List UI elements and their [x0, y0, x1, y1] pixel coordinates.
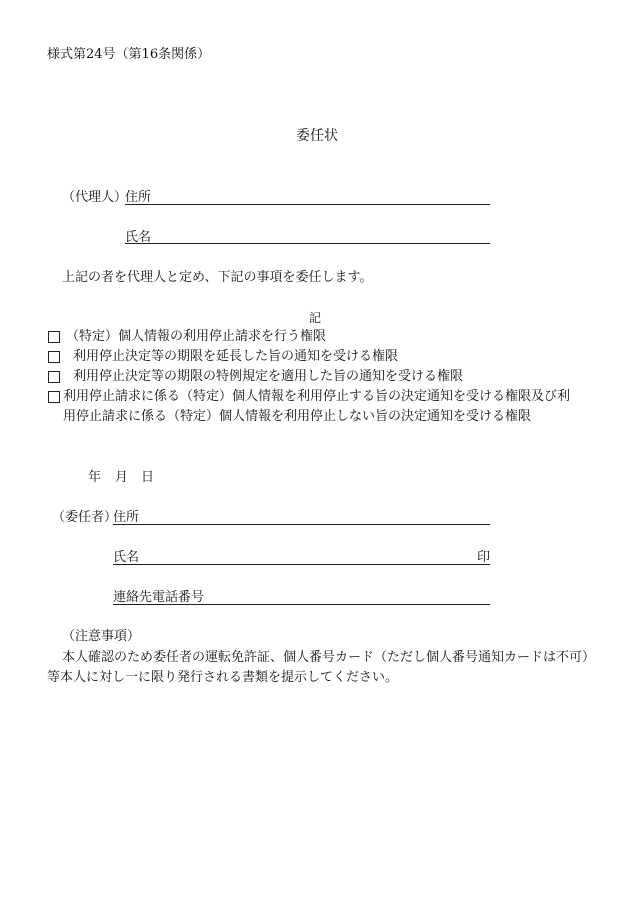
- date-month: 月: [115, 470, 129, 485]
- principal-address-field[interactable]: [113, 524, 490, 525]
- item-checkbox-1[interactable]: [48, 331, 60, 343]
- item-checkbox-3[interactable]: [48, 371, 60, 383]
- form-number: 様式第24号（第16条関係）: [47, 47, 211, 62]
- agent-label: （代理人）: [62, 190, 128, 205]
- date-year: 年: [88, 470, 102, 485]
- document-title: 委任状: [296, 128, 338, 144]
- intro-text: 上記の者を代理人と定め、下記の事項を委任します。: [62, 270, 373, 285]
- principal-name-label: 氏名: [113, 550, 140, 565]
- notes-heading: （注意事項）: [62, 629, 141, 644]
- ki-heading: 記: [309, 311, 322, 325]
- item-text-4-cont: 用停止請求に係る（特定）個人情報を利用停止しない旨の決定通知を受ける権限: [63, 409, 532, 424]
- principal-name-field[interactable]: [113, 564, 490, 565]
- item-text-2: 利用停止決定等の期限を延長した旨の通知を受ける権限: [73, 349, 399, 364]
- agent-name-field[interactable]: [125, 243, 490, 244]
- agent-address-label: 住所: [125, 190, 152, 205]
- principal-phone-field[interactable]: [113, 604, 490, 605]
- principal-phone-label: 連絡先電話番号: [113, 590, 205, 605]
- date-day: 日: [141, 470, 155, 485]
- agent-address-field[interactable]: [125, 204, 490, 205]
- item-checkbox-2[interactable]: [48, 351, 60, 363]
- item-text-3: 利用停止決定等の期限の特例規定を適用した旨の通知を受ける権限: [73, 369, 464, 384]
- seal-mark: 印: [477, 550, 491, 565]
- item-checkbox-4[interactable]: [48, 391, 60, 403]
- notes-line-2: 等本人に対し一に限り発行される書類を提示してください。: [47, 670, 399, 685]
- principal-label: （委任者）: [52, 510, 118, 525]
- notes-line-1: 本人確認のため委任者の運転免許証、個人番号カード（ただし個人番号通知カードは不可）: [62, 650, 596, 665]
- item-text-1: （特定）個人情報の利用停止請求を行う権限: [66, 329, 327, 344]
- item-text-4: 利用停止請求に係る（特定）個人情報を利用停止する旨の決定通知を受ける権限及び利: [63, 389, 571, 404]
- principal-address-label: 住所: [113, 510, 140, 525]
- agent-name-label: 氏名: [125, 230, 152, 245]
